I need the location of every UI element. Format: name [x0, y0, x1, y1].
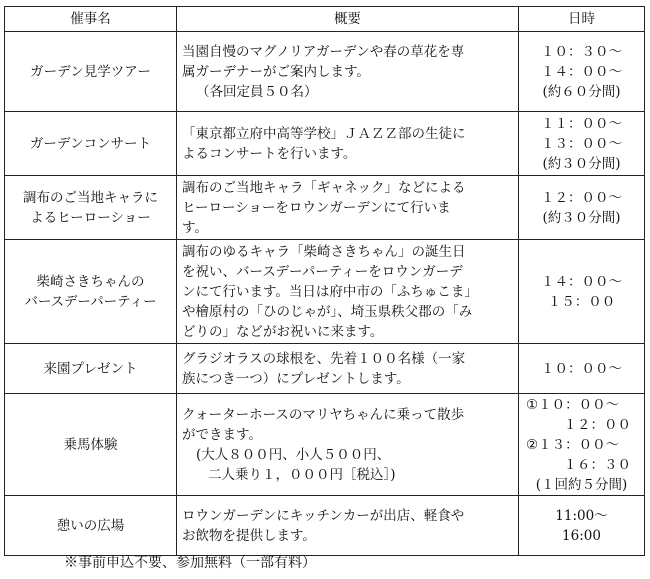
event-summary-cell: [177, 496, 519, 556]
event-name-cell: [5, 240, 177, 344]
time-text: １５：００: [547, 293, 616, 310]
summary-text: グラジオラスの球根を、先着１００名様（一家: [182, 350, 466, 367]
event-summary-cell: [177, 394, 519, 496]
event-name-cell: [5, 112, 177, 176]
event-name-text: よるヒーローショー: [30, 209, 151, 226]
time-text: １４：００～: [541, 63, 622, 80]
summary-text: お飲物を提供します。: [182, 527, 316, 544]
time-text: １２：００～: [541, 189, 622, 206]
summary-text: す。: [182, 219, 208, 236]
event-name-cell: [5, 496, 177, 556]
time-text: (１回約５分間): [535, 476, 628, 493]
time-text: 16:00: [562, 527, 601, 544]
summary-text: 「東京都立府中高等学校」ＪＡＺＺ部の生徒に: [182, 125, 466, 142]
header-datetime: 日時: [519, 7, 645, 32]
event-name-cell: [5, 394, 177, 496]
summary-text: 調布のゆるキャラ「柴崎さきちゃん」の誕生日: [182, 243, 466, 260]
table-row: [5, 394, 645, 496]
time-text: 11:00～: [555, 507, 608, 524]
table-row: [5, 176, 645, 240]
event-summary-cell: [177, 240, 519, 344]
event-time-cell: [519, 344, 645, 394]
summary-text: よるコンサートを行います。: [182, 145, 357, 162]
time-text: １０：３０～: [541, 43, 622, 60]
time-text: １３：００～: [541, 135, 622, 152]
event-name-text: ガーデンコンサート: [29, 135, 152, 152]
event-name-text: 来園プレゼント: [43, 360, 138, 377]
summary-text: 当園自慢のマグノリアガーデンや春の草花を専: [182, 43, 465, 60]
event-summary-cell: [177, 32, 519, 112]
event-time-cell: [519, 176, 645, 240]
time-text: １６：３０: [563, 456, 631, 473]
time-text: １４：００～: [541, 273, 622, 290]
summary-text: ンにて行います。当日は府中市の「ふちゅこま」: [182, 283, 478, 300]
summary-text: 調布のご当地キャラ「ギャネック」などによる: [182, 179, 466, 196]
event-summary-cell: [177, 344, 519, 394]
header-event-name: 催事名: [5, 7, 177, 32]
event-time-cell: [519, 496, 645, 556]
summary-text: 族につき一つ）にプレゼントします。: [182, 370, 410, 387]
table-row: [5, 240, 645, 344]
event-time-cell: [519, 240, 645, 344]
time-text: １０：００～: [541, 360, 622, 377]
summary-text: クォーターホースのマリヤちゃんに乗って散歩: [182, 406, 465, 423]
table-row: [5, 112, 645, 176]
summary-text: ヒーローショーをロウンガーデンにて行いま: [182, 199, 451, 216]
event-name-text: 憩いの広場: [56, 517, 125, 534]
table-row: [5, 496, 645, 556]
header-summary: 概要: [177, 7, 519, 32]
event-name-cell: [5, 344, 177, 394]
time-text: (約３０分間): [542, 209, 621, 226]
price-text: 二人乗り１，０００円［税込］): [208, 466, 396, 483]
event-name-text: 柴崎さきちゃんの: [36, 273, 145, 290]
summary-text: どりの」などがお祝いに来ます。: [182, 323, 384, 340]
time-text: ①１０：００～: [526, 396, 620, 413]
event-name-text: バースデーパーティー: [24, 293, 157, 310]
event-time-cell: [519, 394, 645, 496]
summary-text: を祝い、バースデーパーティーをロウンガーデ: [182, 263, 463, 280]
summary-text: や檜原村の「ひのじゃが」、埼玉県秩父郡の「み: [182, 303, 473, 320]
event-time-cell: [519, 32, 645, 112]
summary-text: ロウンガーデンにキッチンカーが出店、軽食や: [182, 507, 465, 524]
summary-text: （各回定員５０名）: [196, 83, 318, 100]
table-row: [5, 32, 645, 112]
summary-text: 属ガーデナーがご案内します。: [182, 63, 370, 80]
footnote: ※事前申込不要、参加無料（一部有料）: [64, 555, 316, 571]
event-name-text: ガーデン見学ツアー: [30, 63, 151, 80]
time-text: (約３０分間): [542, 155, 621, 172]
price-text: (大人８００円、小人５００円、: [196, 446, 391, 463]
table-header-row: [5, 7, 645, 32]
event-name-cell: [5, 176, 177, 240]
table-row: [5, 344, 645, 394]
time-text: １２：００: [563, 416, 631, 433]
time-text: １１：００～: [541, 115, 622, 132]
event-summary-cell: [177, 176, 519, 240]
event-name-cell: [5, 32, 177, 112]
time-text: (約６０分間): [542, 83, 621, 100]
event-time-cell: [519, 112, 645, 176]
event-table: [4, 6, 645, 556]
event-name-text: 乗馬体験: [63, 436, 118, 453]
event-name-text: 調布のご当地キャラに: [23, 189, 158, 206]
time-text: ②１３：００～: [526, 436, 620, 453]
event-summary-cell: [177, 112, 519, 176]
summary-text: ができます。: [182, 426, 262, 443]
